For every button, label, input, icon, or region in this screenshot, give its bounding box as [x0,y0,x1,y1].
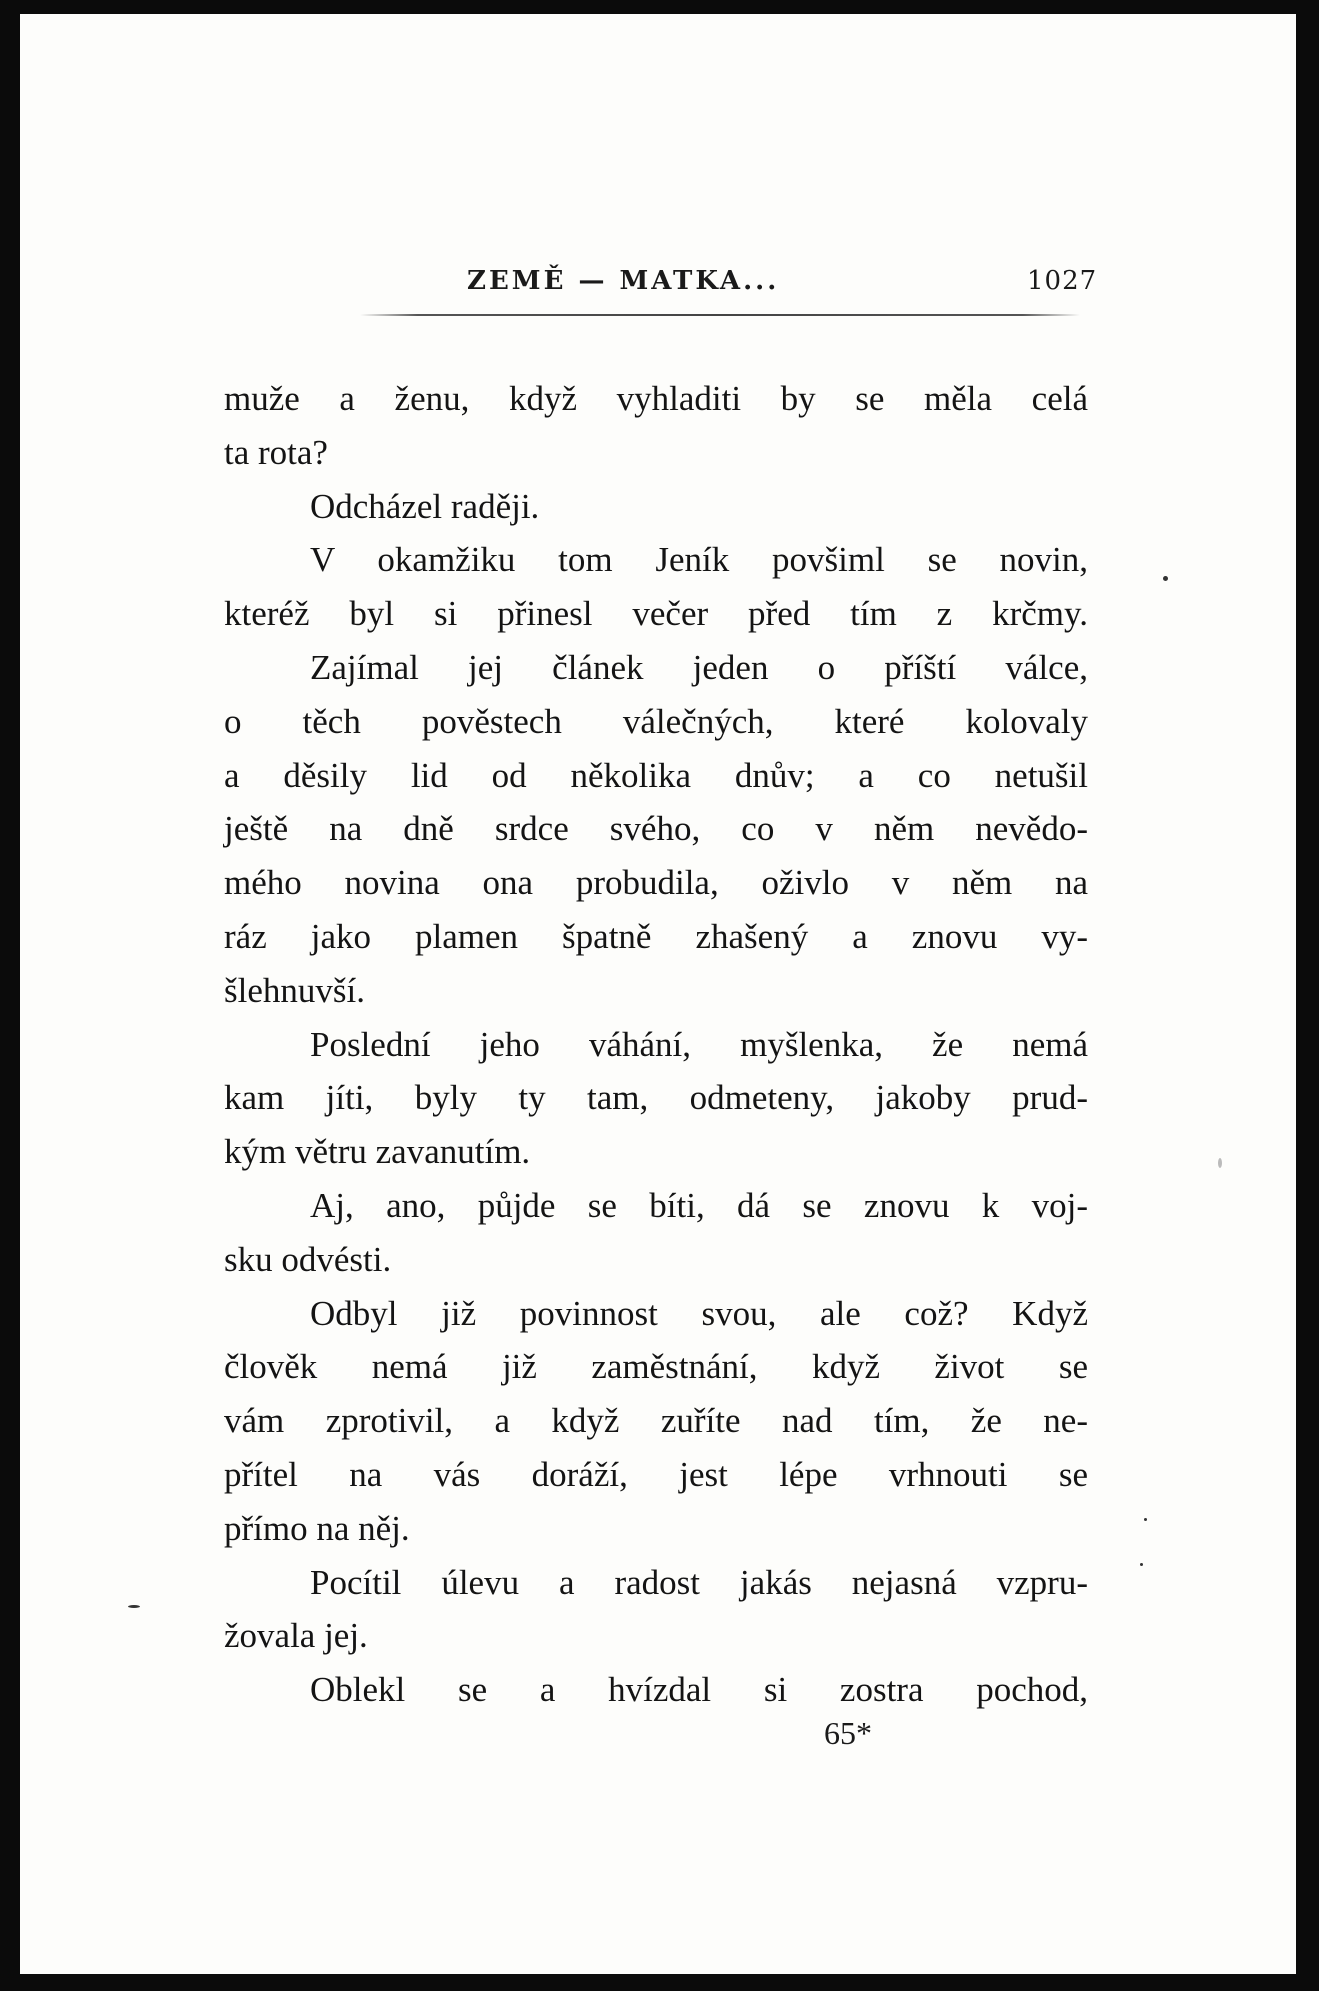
speck [1140,1563,1143,1566]
text-line: o těch pověstech válečných, které kolovaly [224,701,1088,741]
text-line: ráz jako plamen špatně zhašený a znovu vy- [224,916,1088,956]
text-line: kteréž byl si přinesl večer před tím z krčmy. [224,594,1088,634]
text-line: přítel na vás doráží, jest lépe vrhnouti se [224,1454,1088,1494]
text-line: ta rota? [224,432,328,472]
page-number: 1027 [1027,266,1098,296]
text-line: Odbyl již povinnost svou, ale což? Když [310,1293,1088,1333]
text-line: šlehnuvší. [224,970,365,1010]
text-line: Poslední jeho váhání, myšlenka, že nemá [310,1024,1088,1064]
speck [1163,576,1168,581]
text-line: žovala jej. [224,1616,368,1656]
text-line: ještě na dně srdce svého, co v něm nevědo- [224,809,1088,849]
text-line: Zajímal jej článek jeden o příští válce, [310,647,1088,687]
text-line: Odcházel raději. [310,486,540,526]
body-text [224,372,1088,1717]
signature-mark: 65* [824,1715,872,1751]
text-line: vám zprotivil, a když zuříte nad tím, že ne- [224,1401,1088,1441]
text-line: Pocítil úlevu a radost jakás nejasná vzpru- [310,1562,1088,1602]
speck [128,1605,140,1608]
text-line: člověk nemá již zaměstnání, když život se [224,1347,1088,1387]
speck [1144,1518,1147,1521]
speck [1218,1158,1222,1168]
page-header [0,266,1319,306]
text-line: a děsily lid od několika dnův; a co netušil [224,755,1088,795]
text-line: kam jíti, byly ty tam, odmeteny, jakoby prud- [224,1078,1088,1118]
text-line: Oblekl se a hvízdal si zostra pochod, [310,1670,1088,1710]
text-line: muže a ženu, když vyhladiti by se měla celá [224,379,1088,418]
text-line: mého novina ona probudila, oživlo v něm na [224,863,1088,903]
text-line: kým větru zavanutím. [224,1132,531,1172]
header-rule [360,314,1080,316]
running-head: ZEMĚ — MATKA... [467,266,780,296]
text-line: přímo na něj. [224,1508,410,1548]
text-line: Aj, ano, půjde se bíti, dá se znovu k voj- [310,1185,1088,1225]
text-line: V okamžiku tom Jeník povšiml se novin, [310,540,1088,580]
text-line: sku odvésti. [224,1239,392,1279]
